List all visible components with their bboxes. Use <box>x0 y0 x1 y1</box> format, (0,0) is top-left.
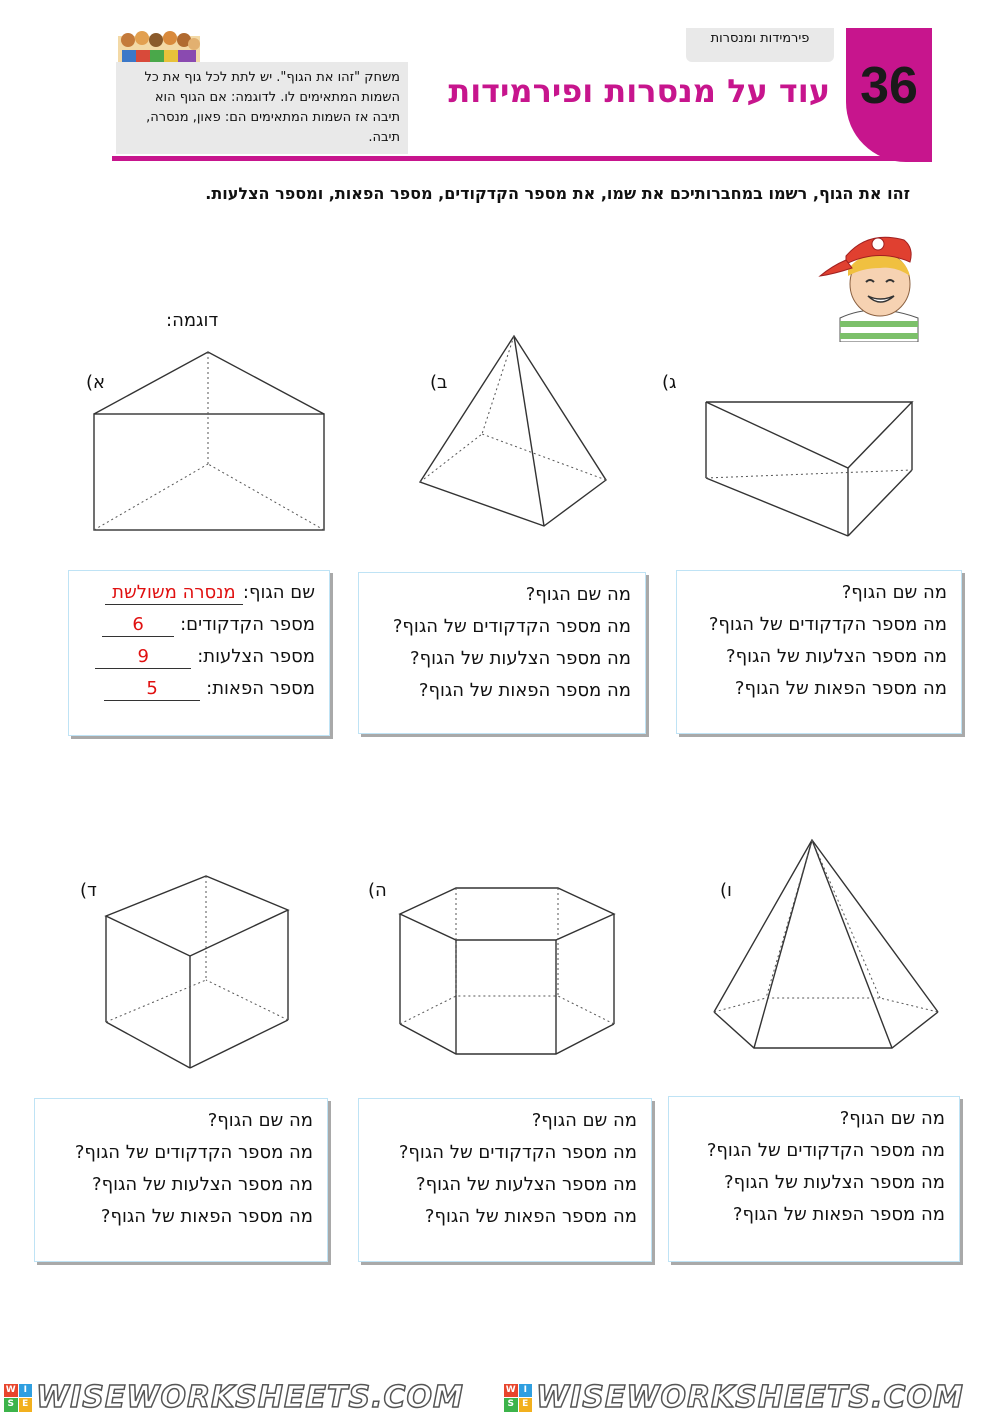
question-faces: מה מספר הפאות של הגוף? <box>734 678 947 699</box>
page-title: עוד על מנסרות ופירמידות <box>448 72 830 110</box>
question-faces: מה מספר הפאות של הגוף? <box>100 1206 313 1227</box>
question-vertices: מה מספר הקדקודים של הגוף? <box>392 616 631 637</box>
edges-label: מספר הצלעות: <box>197 646 315 667</box>
question-name: מה שם הגוף? <box>839 1108 945 1129</box>
question-faces: מה מספר הפאות של הגוף? <box>424 1206 637 1227</box>
lesson-number-badge <box>846 28 932 162</box>
lesson-number: 36 <box>860 57 918 115</box>
pentagonal-pyramid-icon <box>710 838 942 1054</box>
question-edges: מה מספר הצלעות של הגוף? <box>416 1174 637 1195</box>
question-box-v <box>668 1096 960 1262</box>
question-name: מה שם הגוף? <box>531 1110 637 1131</box>
question-vertices: מה מספר הקדקודים של הגוף? <box>398 1142 637 1163</box>
wiseworksheets-logo-icon: W I S E <box>504 1384 532 1412</box>
cube-icon <box>106 876 288 1068</box>
watermark-text: WISEWORKSHEETS.COM <box>536 1380 964 1413</box>
example-edges-row <box>83 641 315 673</box>
header-divider <box>112 156 912 161</box>
watermark-right <box>504 1380 964 1413</box>
question-edges: מה מספר הצלעות של הגוף? <box>724 1172 945 1193</box>
question-edges: מה מספר הצלעות של הגוף? <box>410 648 631 669</box>
question-edges: מה מספר הצלעות של הגוף? <box>92 1174 313 1195</box>
triangular-prism-icon <box>702 396 916 540</box>
hexagonal-prism-icon <box>396 884 618 1058</box>
name-label: שם הגוף: <box>242 582 315 603</box>
question-box-b <box>358 572 646 734</box>
footer-watermark <box>0 1378 1000 1412</box>
question-name: מה שם הגוף? <box>525 584 631 605</box>
example-name-row <box>83 577 315 609</box>
instruction-text: זהו את הגוף, רשמו במחברותיכם את שמו, את מספר הקדקודים, מספר הפאות, ומספר הצלעות. <box>205 184 910 203</box>
watermark-left <box>4 1380 464 1413</box>
square-pyramid-icon <box>416 334 610 530</box>
question-vertices: מה מספר הקדקודים של הגוף? <box>74 1142 313 1163</box>
question-faces: מה מספר הפאות של הגוף? <box>732 1204 945 1225</box>
shape-letter-a: א) <box>86 372 106 393</box>
game-description: משחק "זהו את הגוף". יש לתת לכל גוף את כל השמות המתאימים לו. לדוגמה: אם הגוף הוא תיבה אז השמות המתאימים הם: פאון, מנסרה, תיבה. <box>116 62 408 154</box>
example-vertices-row <box>83 609 315 641</box>
example-faces-row <box>83 673 315 705</box>
topic-tab: פירמידות ומנסרות <box>686 28 834 62</box>
vertices-answer[interactable]: 6 <box>102 614 174 637</box>
faces-label: מספר הפאות: <box>206 678 315 699</box>
question-vertices: מה מספר הקדקודים של הגוף? <box>706 1140 945 1161</box>
question-box-d <box>34 1098 328 1262</box>
wiseworksheets-logo-icon: W I S E <box>4 1384 32 1412</box>
shape-letter-d: ד) <box>80 880 97 901</box>
question-faces: מה מספר הפאות של הגוף? <box>418 680 631 701</box>
question-box-g <box>676 570 962 734</box>
question-box-h <box>358 1098 652 1262</box>
boy-illustration <box>818 226 930 342</box>
example-label: דוגמה: <box>166 310 219 331</box>
example-answer-box <box>68 570 330 736</box>
shape-letter-h: ה) <box>368 880 387 901</box>
watermark-text: WISEWORKSHEETS.COM <box>36 1380 464 1413</box>
question-name: מה שם הגוף? <box>841 582 947 603</box>
faces-answer[interactable]: 5 <box>104 678 200 701</box>
question-name: מה שם הגוף? <box>207 1110 313 1131</box>
question-edges: מה מספר הצלעות של הגוף? <box>726 646 947 667</box>
question-vertices: מה מספר הקדקודים של הגוף? <box>708 614 947 635</box>
shape-letter-v: ו) <box>720 880 732 901</box>
triangular-prism-example-icon <box>90 350 330 534</box>
edges-answer[interactable]: 9 <box>95 646 191 669</box>
children-illustration <box>118 28 200 62</box>
shape-letter-g: ג) <box>662 372 677 393</box>
name-answer[interactable]: מנסרה משולשת <box>105 582 243 605</box>
shape-letter-b: ב) <box>430 372 448 393</box>
vertices-label: מספר הקדקודים: <box>180 614 315 635</box>
